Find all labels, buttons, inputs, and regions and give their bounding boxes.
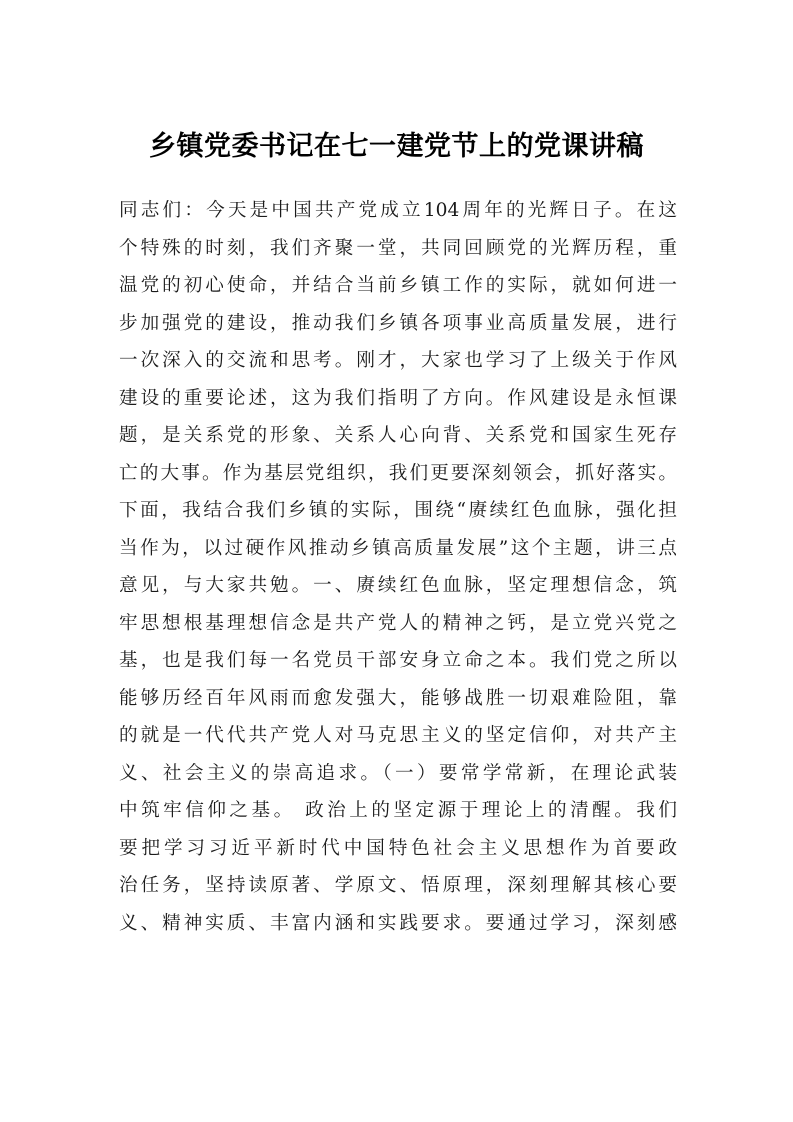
body-line: 当作为，以过硬作风推动乡镇高质量发展”这个主题，讲三点 <box>119 537 677 559</box>
body-line: 要把学习习近平新时代中国特色社会主义思想作为首要政 <box>119 837 677 859</box>
body-line: 义、精神实质、丰富内涵和实践要求。要通过学习，深刻感 <box>119 912 677 934</box>
body-line: 意见，与大家共勉。一、赓续红色血脉，坚定理想信念，筑 <box>119 575 677 596</box>
document-title: 乡镇党委书记在七一建党节上的党课讲稿 <box>149 131 644 162</box>
body-line: 温党的初心使命，并结合当前乡镇工作的实际，就如何进一 <box>119 275 677 296</box>
body-line: 步加强党的建设，推动我们乡镇各项事业高质量发展，进行 <box>119 312 677 334</box>
body-line: 下面，我结合我们乡镇的实际，围绕“赓续红色血脉，强化担 <box>119 500 677 521</box>
body-line: 中筑牢信仰之基。 政治上的坚定源于理论上的清醒。我们 <box>119 800 677 821</box>
body-line: 牢思想根基理想信念是共产党人的精神之钙，是立党兴党之 <box>119 612 677 634</box>
body-line: 一次深入的交流和思考。刚才，大家也学习了上级关于作风 <box>119 350 677 371</box>
body-line: 治任务，坚持读原著、学原文、悟原理，深刻理解其核心要 <box>119 875 677 896</box>
body-line: 亡的大事。作为基层党组织，我们更要深刻领会，抓好落实。 <box>119 462 677 484</box>
document-body <box>119 192 677 942</box>
body-line: 题，是关系党的形象、关系人心向背、关系党和国家生死存 <box>119 425 677 446</box>
body-line: 同志们：今天是中国共产党成立104周年的光辉日子。在这 <box>119 200 677 221</box>
body-line: 个特殊的时刻，我们齐聚一堂，共同回顾党的光辉历程，重 <box>119 237 677 259</box>
body-line: 基，也是我们每一名党员干部安身立命之本。我们党之所以 <box>119 650 677 671</box>
body-line: 义、社会主义的崇高追求。（一）要常学常新，在理论武装 <box>119 762 677 784</box>
body-line: 建设的重要论述，这为我们指明了方向。作风建设是永恒课 <box>119 387 677 409</box>
body-line: 的就是一代代共产党人对马克思主义的坚定信仰，对共产主 <box>119 725 677 746</box>
body-line: 能够历经百年风雨而愈发强大，能够战胜一切艰难险阻，靠 <box>119 687 677 709</box>
